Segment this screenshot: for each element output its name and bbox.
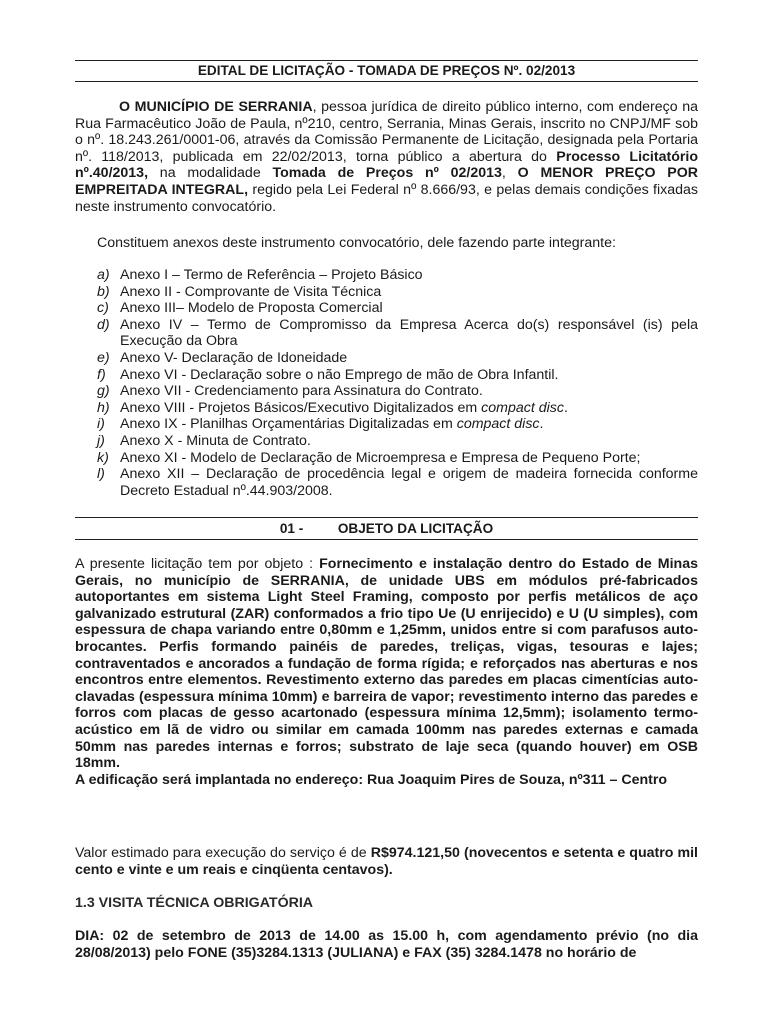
intro-text-3: , (501, 165, 518, 182)
objeto-lead: A presente licitação tem por objeto : (75, 556, 320, 572)
intro-paragraph (75, 99, 698, 215)
visita-tecnica-details: DIA: 02 de setembro de 2013 de 14.00 as 15.00 h, com agendamento prévio (no dia 28/08/2013) pelo FONE (35)3284.1313 (JULIANA) e FAX (35) 3284.1478 no horário de (75, 928, 698, 961)
anexo-item (97, 466, 698, 499)
visita-tecnica-text (75, 928, 698, 961)
anexo-after: . (539, 416, 544, 433)
anexo-item (97, 284, 698, 301)
anexo-text: Anexo VI - Declaração sobre o não Emprego de mão de Obra Infantil. (120, 366, 559, 383)
anexo-letter: k) (97, 449, 109, 466)
anexo-item (97, 400, 698, 417)
anexo-italic: compact disc (481, 399, 564, 416)
valor-text: R$974.121,50 (novecentos e setenta e quatro mil cento e vinte e um reais e cinqüenta centavos). (75, 845, 698, 878)
section-objeto-title (75, 517, 698, 540)
modalidade: Tomada de Preços nº 02/2013 (272, 165, 502, 182)
anexos-intro: Constituem anexos deste instrumento convocatório, dele fazendo parte integrante: (97, 235, 616, 251)
anexo-text: Anexo VII - Credenciamento para Assinatura do Contrato. (120, 383, 483, 400)
anexo-letter: i) (97, 416, 105, 433)
objeto-text: Fornecimento e instalação dentro do Estado de Minas Gerais, no município de SERRANIA, de unidade UBS em módulos pré-fabricados autoportantes em sistema Light Steel Framing, composto por perfis metálicos de aço galvanizado estrutural (ZAR) conformados a frio tipo Ue (U enrijecido) e U (U simples), com espessura de chapa variando entre 0,80mm e 1,25mm, unidos entre si com parafusos auto-brocantes. Perfis formando painéis de paredes, treliças, vigas, tesouras e lajes; contraventados e ancorados a fundação de forma rígida; e reforçados nas aberturas e nos encontros entre elementos. Revestimento externo das paredes em placas cimentícias auto-clavadas (espessura mínima 10mm) e barreira de vapor; revestimento interno das paredes e forros com placas de gesso acartonado (espessura mínima 12,5mm); isolamento termo-acústico em lã de vidro ou similar em camada 100mm nas paredes externas e camada 50mm nas paredes internas e forros; substrato de laje seca (quando houver) em OSB 18mm. (75, 556, 698, 772)
anexo-text: Anexo VIII - Projetos Básicos/Executivo Digitalizados em (120, 399, 482, 416)
section-number: 01 - (279, 521, 304, 536)
anexo-item (97, 367, 698, 384)
processo-number: Processo Licitatório nº.40/2013, (75, 148, 698, 182)
anexo-text: Anexo I – Termo de Referência – Projeto Básico (120, 267, 423, 283)
anexo-item (97, 383, 698, 400)
anexo-item (97, 300, 698, 317)
section-title: OBJETO DA LICITAÇÃO (337, 521, 494, 536)
anexo-letter: h) (97, 399, 110, 416)
anexo-letter: f) (97, 366, 106, 383)
municipio-name: O MUNICÍPIO DE SERRANIA (119, 99, 313, 115)
anexo-letter: d) (97, 316, 110, 333)
anexo-letter: b) (97, 283, 110, 300)
anexo-letter: e) (97, 349, 110, 366)
valor-paragraph (75, 845, 698, 878)
anexo-text: Anexo IV – Termo de Compromisso da Empresa Acerca do(s) responsável (is) pela Execução da Obra (120, 316, 698, 350)
anexo-text: Anexo III– Modelo de Proposta Comercial (120, 300, 383, 317)
anexo-letter: a) (97, 267, 110, 283)
anexo-text: Anexo XII – Declaração de procedência legal e origem de madeira fornecida conforme Decreto Estadual nº.44.903/2008. (120, 466, 698, 499)
anexo-item (97, 416, 698, 433)
anexo-text: Anexo X - Minuta de Contrato. (120, 432, 311, 449)
visita-tecnica-heading: 1.3 VISITA TÉCNICA OBRIGATÓRIA (75, 895, 314, 911)
valor-lead: Valor estimado para execução do serviço é de (75, 845, 371, 861)
intro-text-1: , pessoa jurídica de direito público interno, com endereço na Rua Farmacêutico João de Paula, nº210, centro, Serrania, Minas Gerais, inscrito no CNPJ/MF sob o nº. 18.243.261/0001-06, através da Comissão Permanente de Licitação, designada pela Portaria nº. 118/2013, publicada em 22/02/2013, torna público a abertura do (75, 99, 698, 165)
anexo-after: . (563, 399, 568, 416)
endereco-text: A edificação será implantada no endereço: Rua Joaquim Pires de Souza, nº311 – Centro (75, 771, 668, 788)
anexo-text: Anexo IX - Planilhas Orçamentárias Digitalizadas em (120, 416, 457, 433)
menor-preco: O MENOR PREÇO POR EMPREITADA INTEGRAL, (75, 165, 698, 198)
anexo-letter: l) (97, 466, 105, 483)
intro-text-4: regido pela Lei Federal nº 8.666/93, e pelas demais condições fixadas neste instrumento convocatório. (75, 181, 698, 215)
intro-text-2: na modalidade (148, 165, 273, 182)
anexo-letter: j) (97, 432, 105, 449)
anexo-letter: c) (97, 300, 109, 317)
anexo-text: Anexo II - Comprovante de Visita Técnica (120, 283, 382, 300)
anexo-item (97, 350, 698, 367)
anexo-letter: g) (97, 383, 110, 400)
edital-title: EDITAL DE LICITAÇÃO - TOMADA DE PREÇOS Nº. 02/2013 (75, 60, 698, 82)
anexo-text: Anexo V- Declaração de Idoneidade (120, 349, 348, 366)
anexo-italic: compact disc (456, 416, 540, 433)
anexo-item (97, 317, 698, 350)
anexo-item (97, 433, 698, 450)
objeto-paragraph (75, 556, 698, 788)
anexo-item (97, 450, 698, 467)
anexos-list (97, 267, 698, 499)
anexo-item (97, 267, 698, 284)
anexo-text: Anexo XI - Modelo de Declaração de Microempresa e Empresa de Pequeno Porte; (120, 449, 641, 466)
